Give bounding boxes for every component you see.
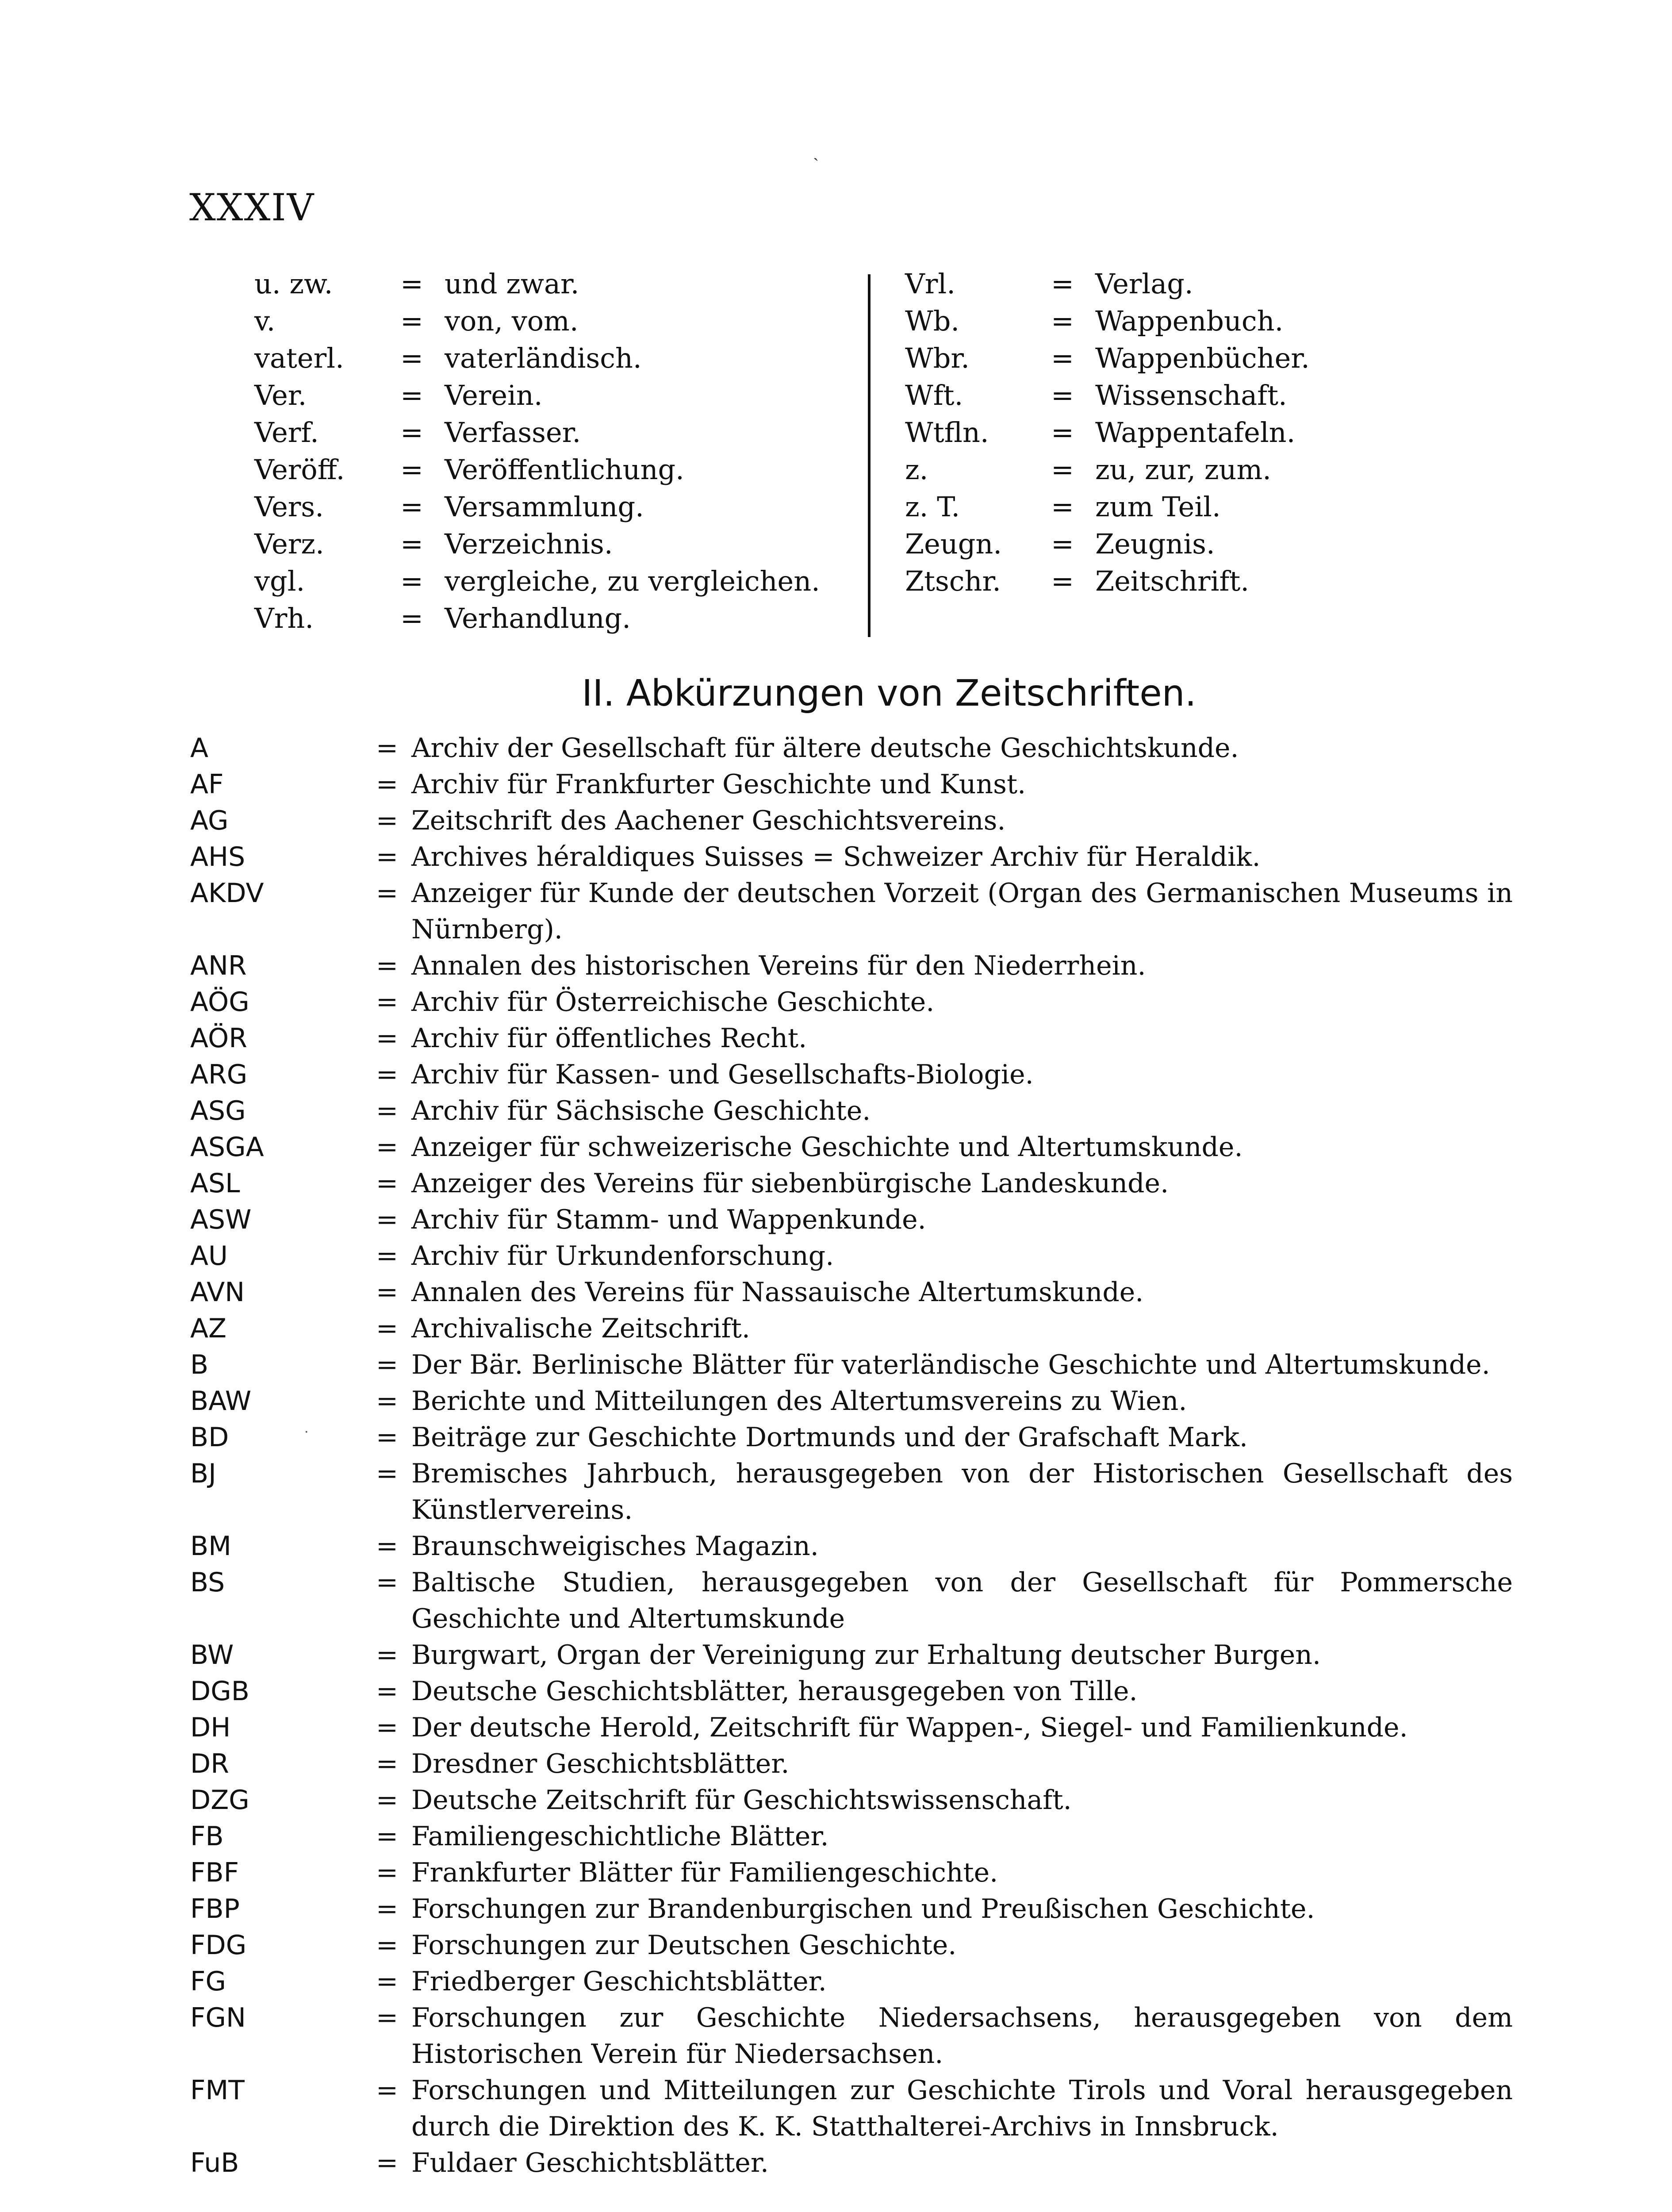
abbreviation: z. [905, 453, 928, 486]
journal-abbreviation: ASW [190, 1204, 252, 1235]
journal-entry [190, 1165, 1513, 1202]
equals-sign: = [376, 1857, 399, 1888]
abbreviation-row [254, 526, 820, 563]
equals-sign: = [376, 733, 399, 764]
abbreviation-meaning: vergleiche, zu vergleichen. [445, 565, 820, 597]
abbreviation: Wbr. [905, 342, 970, 374]
abbreviation-meaning: Verein. [445, 379, 543, 411]
journal-abbreviation: FB [190, 1821, 224, 1852]
journal-abbreviation: FGN [190, 2002, 246, 2033]
journal-abbreviation: AG [190, 805, 229, 836]
journal-entry [190, 1455, 1513, 1528]
equals-sign: = [400, 379, 423, 411]
abbreviation: Verz. [254, 528, 324, 560]
equals-sign: = [376, 2075, 399, 2106]
journal-title: Archives héraldiques Suisses = Schweizer Archiv für Heraldik. [411, 841, 1261, 872]
equals-sign: = [376, 1893, 399, 1924]
abbreviation: z. T. [905, 491, 960, 523]
abbreviation-row [905, 340, 1310, 377]
equals-sign: = [400, 602, 423, 634]
journal-entry [190, 2000, 1513, 2072]
journal-title: Archiv für Frankfurter Geschichte und Kunst. [411, 769, 1026, 800]
abbreviation: vgl. [254, 565, 305, 597]
abbreviation-row [254, 265, 820, 303]
abbreviation: Wb. [905, 305, 960, 337]
journal-abbreviation: BS [190, 1567, 225, 1598]
equals-sign: = [376, 1313, 399, 1344]
journal-abbreviation: DZG [190, 1785, 249, 1816]
equals-sign: = [376, 1640, 399, 1671]
abbreviation: Vers. [254, 491, 324, 523]
journal-title: Forschungen und Mitteilungen zur Geschichte Tirols und Voral herausgegeben durch die Direktion des K. K. Statthalterei-Archivs in Innsbruck. [411, 2075, 1513, 2142]
equals-sign: = [400, 453, 423, 486]
equals-sign: = [376, 1023, 399, 1054]
journal-title: Archiv für Stamm- und Wappenkunde. [411, 1204, 926, 1235]
abbreviation: Wtfln. [905, 416, 989, 449]
journal-title: Familiengeschichtliche Blätter. [411, 1821, 829, 1852]
column-divider [868, 274, 871, 637]
journal-title: Archivalische Zeitschrift. [411, 1313, 750, 1344]
equals-sign: = [376, 1531, 399, 1562]
journal-entry [190, 1093, 1513, 1129]
equals-sign: = [400, 268, 423, 300]
abbreviation-meaning: Wappentafeln. [1095, 416, 1296, 449]
journal-entry [190, 1347, 1513, 1383]
journal-abbreviation: ARG [190, 1059, 248, 1090]
journal-abbreviation: AHS [190, 841, 245, 872]
abbreviation-meaning: Wappenbücher. [1095, 342, 1310, 374]
section-heading: II. Abkürzungen von Zeitschriften. [582, 672, 1196, 714]
journal-abbreviation: BW [190, 1640, 234, 1671]
equals-sign: = [376, 1458, 399, 1489]
equals-sign: = [376, 1168, 399, 1199]
journal-entry [190, 1310, 1513, 1347]
equals-sign: = [1051, 342, 1074, 374]
journal-entry [190, 984, 1513, 1020]
print-speck: · [304, 1425, 309, 1440]
abbreviation-row [254, 451, 820, 488]
abbreviation-row [905, 303, 1310, 340]
abbreviation-column-left [254, 265, 820, 637]
abbreviation: Vrl. [905, 268, 955, 300]
journal-title: Frankfurter Blätter für Familiengeschichte. [411, 1857, 998, 1888]
equals-sign: = [376, 2002, 399, 2033]
abbreviation-row [905, 526, 1310, 563]
abbreviation-row [254, 340, 820, 377]
journal-entry [190, 803, 1513, 839]
equals-sign: = [376, 1785, 399, 1816]
abbreviation-meaning: zu, zur, zum. [1095, 453, 1271, 486]
abbreviation-row [905, 265, 1310, 303]
abbreviation-row [905, 377, 1310, 414]
abbreviation-meaning: Wappenbuch. [1095, 305, 1284, 337]
equals-sign: = [376, 987, 399, 1018]
abbreviation-meaning: Wissenschaft. [1095, 379, 1287, 411]
journal-abbreviation: BJ [190, 1458, 216, 1489]
journal-entry [190, 1129, 1513, 1165]
journal-title: Zeitschrift des Aachener Geschichtsvereins. [411, 805, 1006, 836]
general-abbreviations [0, 265, 1672, 637]
journal-entry [190, 1419, 1513, 1455]
journal-entry [190, 1782, 1513, 1818]
abbreviation-row [254, 303, 820, 340]
equals-sign: = [376, 1712, 399, 1743]
journal-title: Baltische Studien, herausgegeben von der Gesellschaft für Pommersche Geschichte und Altertumskunde [411, 1567, 1513, 1634]
journal-title: Archiv für Kassen- und Gesellschafts-Biologie. [411, 1059, 1034, 1090]
abbreviation-row [905, 451, 1310, 488]
journal-title: Archiv für Sächsische Geschichte. [411, 1095, 871, 1126]
journal-entry [190, 1637, 1513, 1673]
journal-abbreviation: AU [190, 1240, 228, 1271]
journal-entry [190, 948, 1513, 984]
equals-sign: = [376, 841, 399, 872]
journal-entry [190, 1383, 1513, 1419]
abbreviation-meaning: und zwar. [445, 268, 579, 300]
equals-sign: = [376, 1567, 399, 1598]
journal-title: Anzeiger für schweizerische Geschichte und Altertumskunde. [411, 1132, 1243, 1163]
journal-abbreviation: FBF [190, 1857, 239, 1888]
abbreviation: Zeugn. [905, 528, 1002, 560]
journal-abbreviation: DH [190, 1712, 231, 1743]
journal-title: Anzeiger für Kunde der deutschen Vorzeit (Organ des Germanischen Museums in Nürnberg). [411, 878, 1513, 945]
journal-title: Fuldaer Geschichtsblätter. [411, 2147, 769, 2178]
equals-sign: = [376, 950, 399, 981]
journal-title: Berichte und Mitteilungen des Altertumsvereins zu Wien. [411, 1386, 1187, 1417]
equals-sign: = [376, 1966, 399, 1997]
journal-title: Annalen des Vereins für Nassauische Altertumskunde. [411, 1277, 1144, 1308]
abbreviation: Ztschr. [905, 565, 1001, 597]
print-speck: ˏ [813, 141, 819, 161]
journal-title: Der deutsche Herold, Zeitschrift für Wappen-, Siegel- und Familienkunde. [411, 1712, 1408, 1743]
journal-abbreviation: ASG [190, 1095, 246, 1126]
journal-title: Beiträge zur Geschichte Dortmunds und der Grafschaft Mark. [411, 1422, 1248, 1453]
journal-title: Forschungen zur Brandenburgischen und Preußischen Geschichte. [411, 1893, 1315, 1924]
journal-entry [190, 730, 1513, 766]
journal-abbreviation: FMT [190, 2075, 245, 2106]
equals-sign: = [1051, 491, 1074, 523]
journal-abbreviation: BAW [190, 1386, 252, 1417]
journal-entry [190, 2145, 1513, 2181]
abbreviation-column-right [905, 265, 1310, 600]
journal-abbreviation: ASGA [190, 1132, 264, 1163]
journal-entry [190, 1746, 1513, 1782]
equals-sign: = [376, 1277, 399, 1308]
equals-sign: = [400, 528, 423, 560]
journal-abbreviation: AÖG [190, 987, 249, 1018]
abbreviation-meaning: von, vom. [445, 305, 579, 337]
equals-sign: = [376, 1349, 399, 1380]
journal-abbreviation: B [190, 1349, 209, 1380]
journal-entry [190, 1020, 1513, 1056]
journal-entry [190, 1673, 1513, 1709]
journal-title: Archiv für Urkundenforschung. [411, 1240, 834, 1271]
abbreviation-meaning: Verhandlung. [445, 602, 631, 634]
journal-entry [190, 766, 1513, 803]
abbreviation: v. [254, 305, 276, 337]
abbreviation: Wft. [905, 379, 963, 411]
equals-sign: = [376, 1240, 399, 1271]
abbreviation-meaning: vaterländisch. [445, 342, 642, 374]
journal-abbreviation: DGB [190, 1676, 249, 1707]
equals-sign: = [1051, 453, 1074, 486]
equals-sign: = [1051, 565, 1074, 597]
equals-sign: = [1051, 268, 1074, 300]
abbreviation-meaning: Verlag. [1095, 268, 1193, 300]
equals-sign: = [376, 805, 399, 836]
abbreviation-meaning: Veröffentlichung. [445, 453, 684, 486]
abbreviation-meaning: Zeugnis. [1095, 528, 1215, 560]
journal-abbreviation: AF [190, 769, 224, 800]
journal-title: Bremisches Jahrbuch, herausgegeben von der Historischen Gesellschaft des Künstlervereins. [411, 1458, 1513, 1525]
journal-entry [190, 1818, 1513, 1855]
journal-title: Archiv für Österreichische Geschichte. [411, 987, 935, 1018]
equals-sign: = [1051, 379, 1074, 411]
abbreviation: Vrh. [254, 602, 314, 634]
journal-title: Deutsche Geschichtsblätter, herausgegeben von Tille. [411, 1676, 1138, 1707]
journal-entry [190, 1963, 1513, 2000]
journal-title: Der Bär. Berlinische Blätter für vaterländische Geschichte und Altertumskunde. [411, 1349, 1490, 1380]
journal-abbreviation-list [190, 730, 1513, 2181]
abbreviation-row [254, 488, 820, 526]
journal-entry [190, 2072, 1513, 2145]
journal-title: Deutsche Zeitschrift für Geschichtswissenschaft. [411, 1785, 1072, 1816]
equals-sign: = [376, 1821, 399, 1852]
abbreviation-row [905, 488, 1310, 526]
abbreviation-row [254, 600, 820, 637]
journal-abbreviation: FG [190, 1966, 226, 1997]
journal-abbreviation: ANR [190, 950, 247, 981]
abbreviation: Verf. [254, 416, 319, 449]
equals-sign: = [376, 1204, 399, 1235]
equals-sign: = [400, 565, 423, 597]
journal-entry [190, 1891, 1513, 1927]
journal-entry [190, 1528, 1513, 1564]
journal-title: Annalen des historischen Vereins für den Niederrhein. [411, 950, 1146, 981]
journal-abbreviation: AKDV [190, 878, 264, 909]
equals-sign: = [1051, 416, 1074, 449]
equals-sign: = [1051, 305, 1074, 337]
journal-title: Forschungen zur Deutschen Geschichte. [411, 1930, 957, 1961]
journal-abbreviation: BM [190, 1531, 231, 1562]
equals-sign: = [376, 2147, 399, 2178]
journal-entry [190, 1709, 1513, 1746]
equals-sign: = [400, 305, 423, 337]
journal-entry [190, 1564, 1513, 1637]
journal-entry [190, 839, 1513, 875]
journal-title: Braunschweigisches Magazin. [411, 1531, 819, 1562]
journal-abbreviation: FBP [190, 1893, 240, 1924]
equals-sign: = [376, 1132, 399, 1163]
journal-abbreviation: FuB [190, 2147, 239, 2178]
abbreviation: Ver. [254, 379, 307, 411]
equals-sign: = [400, 491, 423, 523]
equals-sign: = [376, 1422, 399, 1453]
journal-title: Friedberger Geschichtsblätter. [411, 1966, 827, 1997]
abbreviation-meaning: Versammlung. [445, 491, 644, 523]
abbreviation-row [905, 563, 1310, 600]
abbreviation: u. zw. [254, 268, 333, 300]
equals-sign: = [376, 769, 399, 800]
abbreviation-row [905, 414, 1310, 451]
abbreviation-meaning: Verfasser. [445, 416, 581, 449]
journal-title: Archiv für öffentliches Recht. [411, 1023, 807, 1054]
abbreviation-row [254, 414, 820, 451]
journal-abbreviation: BD [190, 1422, 229, 1453]
journal-entry [190, 1238, 1513, 1274]
journal-abbreviation: AZ [190, 1313, 227, 1344]
journal-title: Dresdner Geschichtsblätter. [411, 1748, 790, 1779]
equals-sign: = [376, 1095, 399, 1126]
journal-entry [190, 1202, 1513, 1238]
equals-sign: = [400, 342, 423, 374]
equals-sign: = [1051, 528, 1074, 560]
abbreviation: Veröff. [254, 453, 345, 486]
abbreviation: vaterl. [254, 342, 344, 374]
abbreviation-row [254, 563, 820, 600]
abbreviation-meaning: zum Teil. [1095, 491, 1221, 523]
journal-title: Burgwart, Organ der Vereinigung zur Erhaltung deutscher Burgen. [411, 1640, 1321, 1671]
journal-abbreviation: FDG [190, 1930, 247, 1961]
equals-sign: = [400, 416, 423, 449]
journal-title: Anzeiger des Vereins für siebenbürgische Landeskunde. [411, 1168, 1169, 1199]
journal-entry [190, 1056, 1513, 1093]
journal-entry [190, 1274, 1513, 1310]
journal-abbreviation: ASL [190, 1168, 240, 1199]
abbreviation-meaning: Zeitschrift. [1095, 565, 1250, 597]
page-number: XXXIV [189, 186, 315, 229]
journal-abbreviation: A [190, 733, 209, 764]
journal-entry [190, 1927, 1513, 1963]
journal-title: Archiv der Gesellschaft für ältere deutsche Geschichtskunde. [411, 733, 1239, 764]
equals-sign: = [376, 878, 399, 909]
abbreviation-meaning: Verzeichnis. [445, 528, 613, 560]
journal-abbreviation: AÖR [190, 1023, 247, 1054]
equals-sign: = [376, 1676, 399, 1707]
equals-sign: = [376, 1059, 399, 1090]
journal-entry [190, 875, 1513, 948]
journal-entry [190, 1855, 1513, 1891]
journal-title: Forschungen zur Geschichte Niedersachsens, herausgegeben von dem Historischen Verein für Niedersachsen. [411, 2002, 1513, 2070]
equals-sign: = [376, 1748, 399, 1779]
abbreviation-row [254, 377, 820, 414]
equals-sign: = [376, 1386, 399, 1417]
journal-abbreviation: AVN [190, 1277, 245, 1308]
journal-abbreviation: DR [190, 1748, 229, 1779]
equals-sign: = [376, 1930, 399, 1961]
